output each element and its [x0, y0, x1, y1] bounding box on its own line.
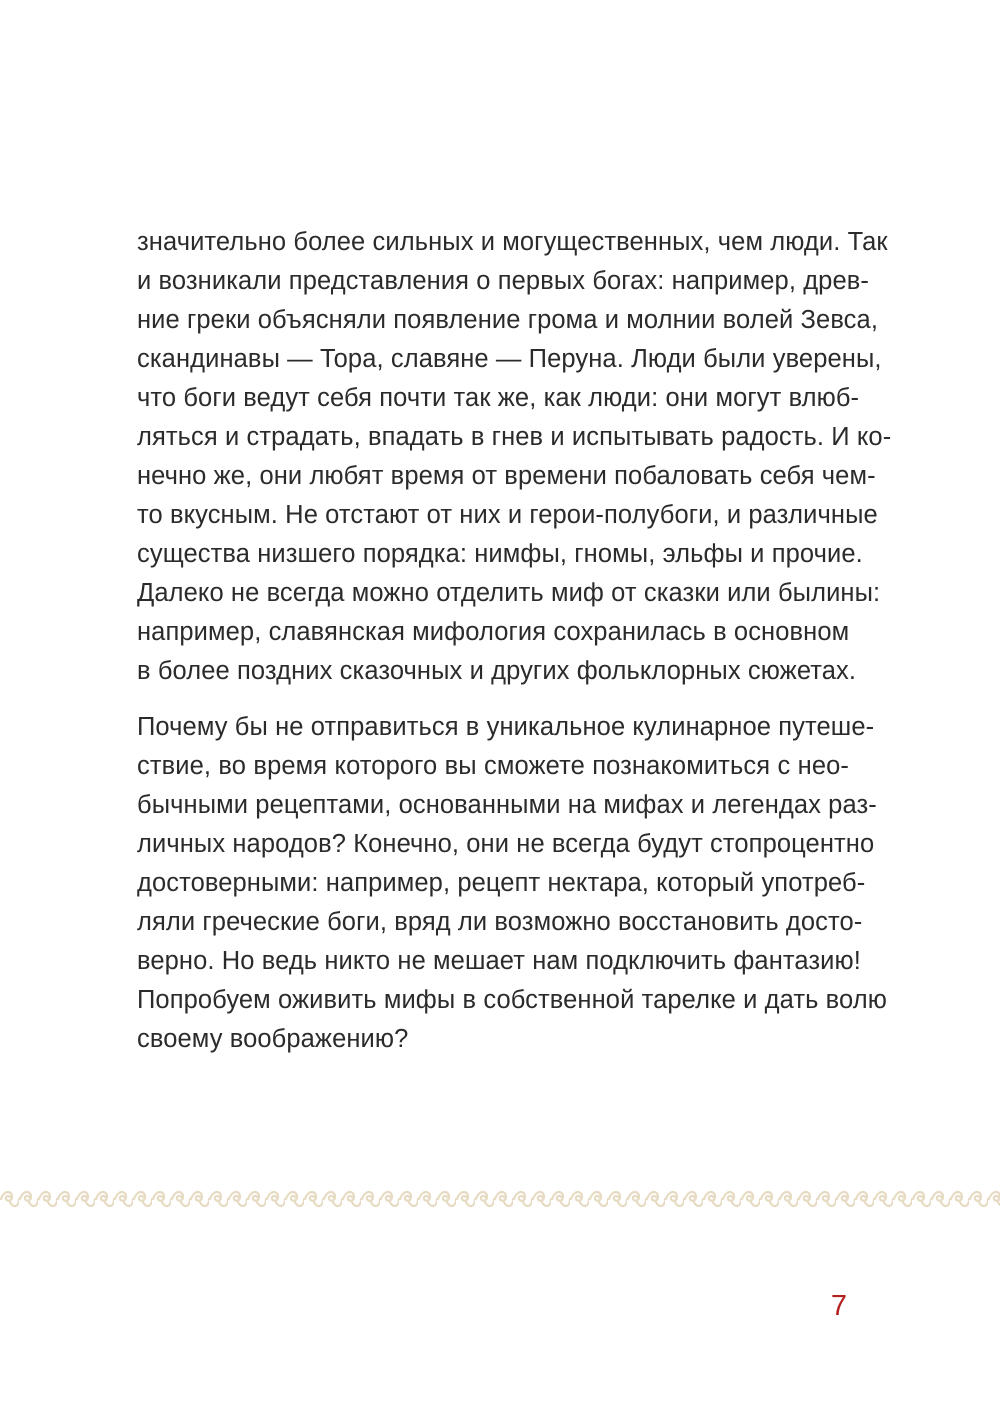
- text-line: и возникали представления о первых богах: например, древ-: [137, 267, 869, 295]
- decorative-border-ornament: [0, 1187, 1000, 1211]
- text-line: в более поздних сказочных и других фольклорных сюжетах.: [137, 657, 857, 685]
- paragraph-2: [137, 708, 887, 1059]
- text-line: Почему бы не отправиться в уникальное кулинарное путеше-: [137, 713, 875, 741]
- text-line: например, славянская мифология сохранилась в основном: [137, 618, 850, 646]
- text-line: ляли греческие боги, вряд ли возможно восстановить досто-: [137, 908, 863, 936]
- text-line: скандинавы — Тора, славяне — Перуна. Люди были уверены,: [137, 345, 882, 373]
- text-line: что боги ведут себя почти так же, как люди: они могут влюб-: [137, 384, 860, 412]
- text-line: ние греки объясняли появление грома и молнии волей Зевса,: [137, 306, 879, 334]
- paragraph-1: [137, 223, 892, 691]
- text-line: значительно более сильных и могущественных, чем люди. Так: [137, 228, 888, 256]
- text-line: нечно же, они любят время от времени побаловать себя чем-: [137, 462, 876, 490]
- text-line: то вкусным. Не отстают от них и герои-полубоги, и различные: [137, 501, 878, 529]
- text-line: бычными рецептами, основанными на мифах и легендах раз-: [137, 791, 877, 819]
- text-line: Далеко не всегда можно отделить миф от сказки или былины:: [137, 579, 881, 607]
- text-line: достоверными: например, рецепт нектара, который употреб-: [137, 869, 866, 897]
- text-line: существа низшего порядка: нимфы, гномы, эльфы и прочие.: [137, 540, 863, 568]
- text-line: верно. Но ведь никто не мешает нам подключить фантазию!: [137, 947, 861, 975]
- text-line: ляться и страдать, впадать в гнев и испытывать радость. И ко-: [137, 423, 892, 451]
- text-line: Попробуем оживить мифы в собственной тарелке и дать волю: [137, 986, 887, 1014]
- text-line: личных народов? Конечно, они не всегда будут стопроцентно: [137, 830, 875, 858]
- text-line: своему воображению?: [137, 1025, 409, 1053]
- text-line: ствие, во время которого вы сможете познакомиться с нео-: [137, 752, 849, 780]
- page-number: 7: [830, 1290, 847, 1322]
